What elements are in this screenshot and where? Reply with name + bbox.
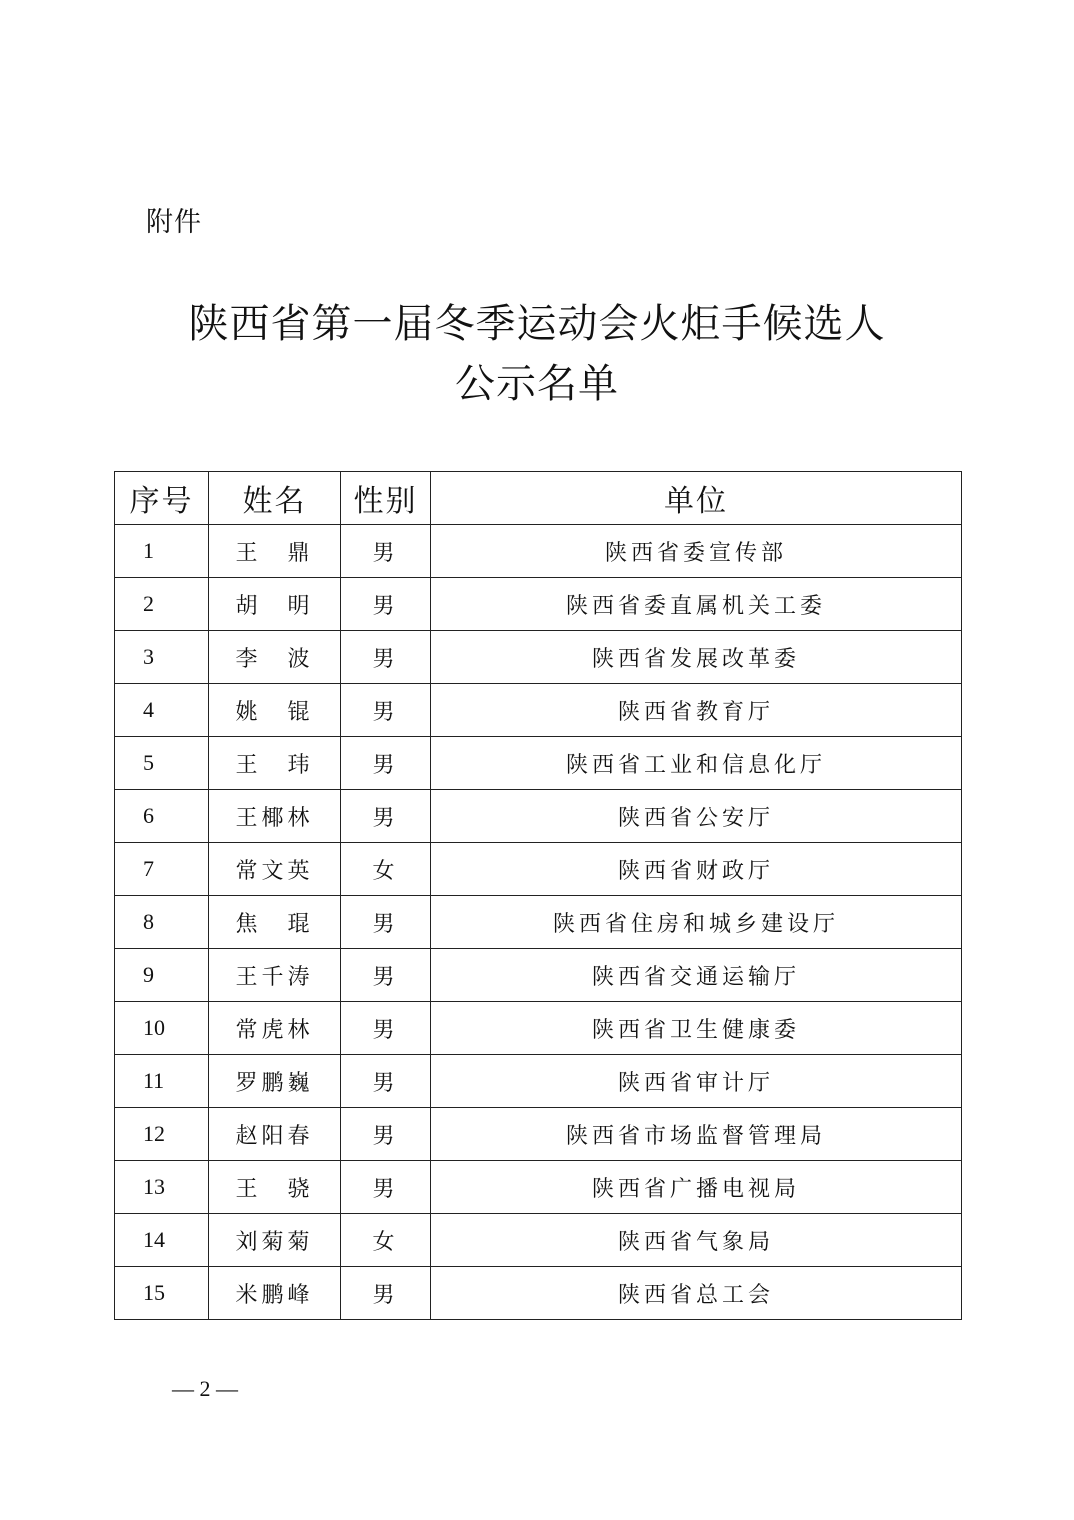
cell-seq: 13 [115,1161,209,1214]
cell-gender: 男 [341,684,431,737]
cell-seq: 6 [115,790,209,843]
cell-unit: 陕西省财政厅 [431,843,962,896]
table-row [115,949,962,1002]
table-body [115,525,962,1320]
table-row [115,1214,962,1267]
cell-seq: 10 [115,1002,209,1055]
table-row [115,1055,962,1108]
cell-gender: 女 [341,1214,431,1267]
cell-gender: 男 [341,790,431,843]
cell-seq: 4 [115,684,209,737]
cell-gender: 男 [341,1108,431,1161]
cell-name: 米鹏峰 [209,1267,341,1320]
cell-gender: 男 [341,631,431,684]
cell-unit: 陕西省卫生健康委 [431,1002,962,1055]
table-row [115,1002,962,1055]
cell-unit: 陕西省审计厅 [431,1055,962,1108]
cell-seq: 3 [115,631,209,684]
table-row [115,631,962,684]
table-row [115,525,962,578]
table-row [115,1108,962,1161]
cell-gender: 男 [341,1055,431,1108]
cell-unit: 陕西省委直属机关工委 [431,578,962,631]
cell-name: 胡 明 [209,578,341,631]
cell-unit: 陕西省工业和信息化厅 [431,737,962,790]
cell-name: 焦 琨 [209,896,341,949]
page-number: — 2 — [172,1376,238,1401]
cell-name: 常虎林 [209,1002,341,1055]
cell-name: 王 骁 [209,1161,341,1214]
cell-seq: 9 [115,949,209,1002]
table-row [115,790,962,843]
cell-name: 王 鼎 [209,525,341,578]
cell-seq: 12 [115,1108,209,1161]
cell-unit: 陕西省发展改革委 [431,631,962,684]
cell-seq: 1 [115,525,209,578]
cell-name: 王椰林 [209,790,341,843]
cell-gender: 男 [341,1267,431,1320]
table-row [115,1267,962,1320]
cell-gender: 男 [341,949,431,1002]
cell-unit: 陕西省总工会 [431,1267,962,1320]
cell-gender: 男 [341,1002,431,1055]
cell-name: 王 玮 [209,737,341,790]
table-row [115,843,962,896]
cell-name: 姚 锟 [209,684,341,737]
cell-name: 王千涛 [209,949,341,1002]
table-row [115,737,962,790]
cell-name: 赵阳春 [209,1108,341,1161]
attachment-label: 附件 [146,207,202,238]
cell-unit: 陕西省公安厅 [431,790,962,843]
document-title: 陕西省第一届冬季运动会火炬手候选人 [188,301,886,347]
cell-gender: 男 [341,737,431,790]
cell-unit: 陕西省委宣传部 [431,525,962,578]
cell-name: 刘菊菊 [209,1214,341,1267]
cell-name: 常文英 [209,843,341,896]
cell-unit: 陕西省气象局 [431,1214,962,1267]
cell-gender: 女 [341,843,431,896]
header-unit: 单位 [431,472,962,525]
table-row [115,896,962,949]
cell-seq: 14 [115,1214,209,1267]
table-row [115,578,962,631]
table-row [115,1161,962,1214]
cell-unit: 陕西省市场监督管理局 [431,1108,962,1161]
cell-seq: 5 [115,737,209,790]
cell-seq: 2 [115,578,209,631]
header-seq: 序号 [115,472,209,525]
header-name: 姓名 [209,472,341,525]
cell-unit: 陕西省教育厅 [431,684,962,737]
table-header-row [115,472,962,525]
cell-gender: 男 [341,525,431,578]
cell-unit: 陕西省交通运输厅 [431,949,962,1002]
cell-seq: 7 [115,843,209,896]
cell-gender: 男 [341,1161,431,1214]
table-row [115,684,962,737]
cell-seq: 11 [115,1055,209,1108]
cell-name: 李 波 [209,631,341,684]
cell-seq: 15 [115,1267,209,1320]
document-subtitle: 公示名单 [455,361,619,407]
cell-gender: 男 [341,578,431,631]
candidate-table [114,471,962,1320]
cell-seq: 8 [115,896,209,949]
cell-gender: 男 [341,896,431,949]
header-gender: 性别 [341,472,431,525]
cell-unit: 陕西省广播电视局 [431,1161,962,1214]
cell-unit: 陕西省住房和城乡建设厅 [431,896,962,949]
cell-name: 罗鹏巍 [209,1055,341,1108]
